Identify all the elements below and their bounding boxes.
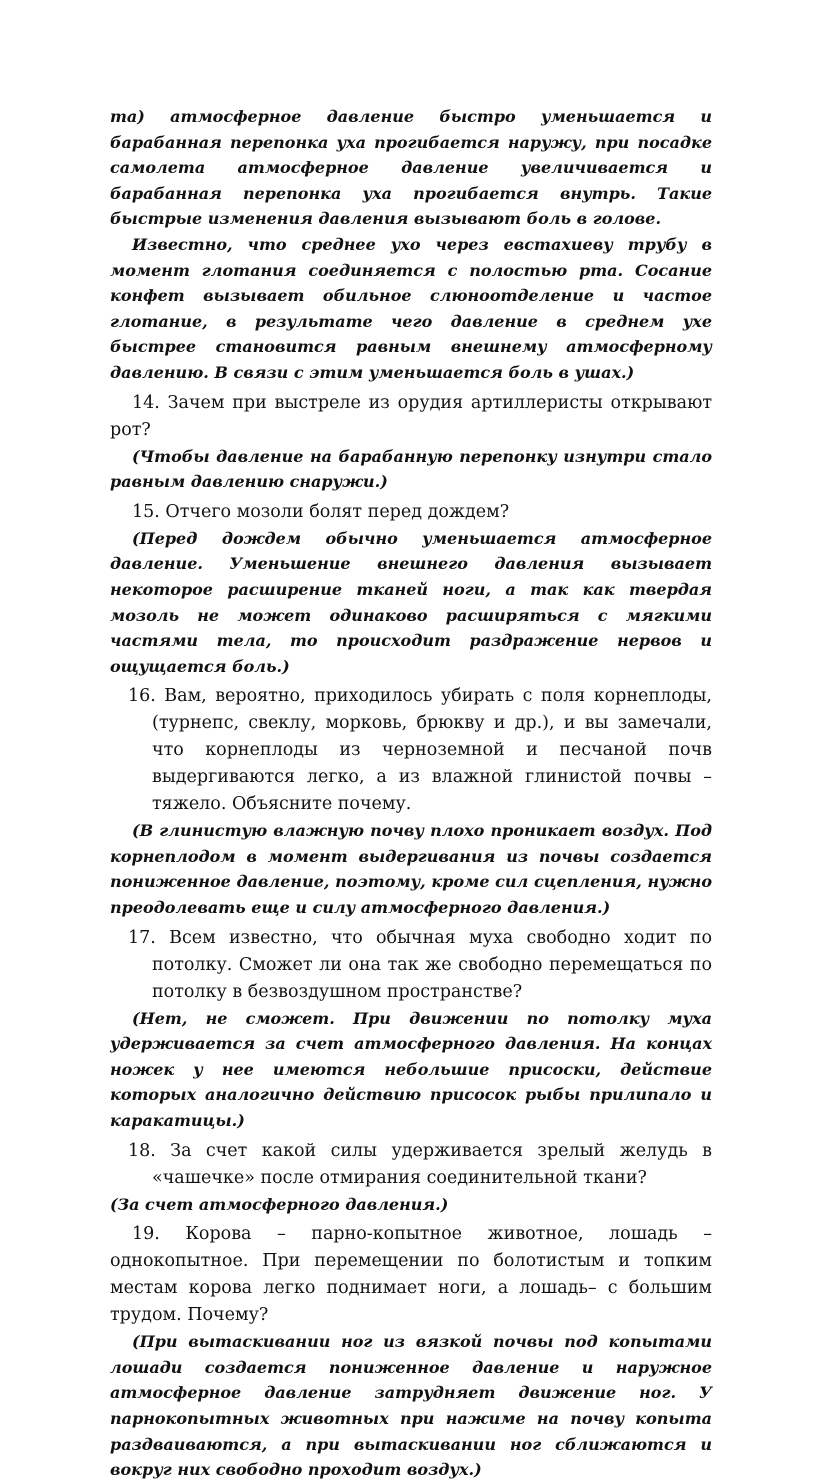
answer-13-continuation: та) атмосферное давление быстро уменьшается и барабанная перепонка уха прогибается наружу, при посадке самолета атмосферное давление увеличивается и барабанная перепонка уха прогибается внутрь. Такие быстрые изменения давления вызывают боль в голове. bbox=[110, 107, 712, 229]
question-17: 17. Всем известно, что обычная муха свободно ходит по потолку. Сможет ли она так же свободно перемещаться по потолку в безвоздушном пространстве? bbox=[128, 927, 712, 1002]
answer-18: (За счет атмосферного давления.) bbox=[110, 1194, 449, 1214]
answer-17: (Нет, не сможет. При движении по потолку муха удерживается за счет атмосферного давления. На концах ножек у нее имеются небольшие присоски, действие которых аналогично действию присосок рыбы прилипало и каракатицы.) bbox=[110, 1008, 712, 1131]
page-content bbox=[110, 104, 712, 1483]
answer-15: (Перед дождем обычно уменьшается атмосферное давление. Уменьшение внешнего давления вызывает некоторое расширение тканей ноги, а так как твердая мозоль не может одинаково расширяться с мягкими частями тела, то происходит раздражение нервов и ощущается боль.) bbox=[110, 528, 712, 676]
question-15: 15. Отчего мозоли болят перед дождем? bbox=[132, 501, 510, 522]
answer-14: (Чтобы давление на барабанную перепонку изнутри стало равным давлению снаружи.) bbox=[110, 446, 712, 492]
question-18: 18. За счет какой силы удерживается зрелый желудь в «чашечке» после отмирания соединительной ткани? bbox=[128, 1140, 712, 1188]
answer-16: (В глинистую влажную почву плохо проникает воздух. Под корнеплодом в момент выдергивания из почвы создается пониженное давление, поэтому, кроме сил сцепления, нужно преодолевать еще и силу атмосферного давления.) bbox=[110, 821, 712, 918]
answer-13-paragraph: Известно, что среднее ухо через евстахиеву трубу в момент глотания соединяется с полостью рта. Сосание конфет вызывает обильное слюноотделение и частое глотание, в результате чего давление в среднем ухе быстрее становится равным внешнему атмосферному давлению. В связи с этим уменьшается боль в ушах.) bbox=[110, 234, 712, 382]
question-14: 14. Зачем при выстреле из орудия артиллеристы открывают рот? bbox=[110, 392, 712, 440]
question-19: 19. Корова – парно-копытное животное, лошадь – однокопытное. При перемещении по болотистым и топким местам корова легко поднимает ноги, а лошадь– с большим трудом. Почему? bbox=[110, 1224, 712, 1326]
question-16: 16. Вам, вероятно, приходилось убирать с поля корнеплоды, (турнепс, свеклу, морковь, брюкву и др.), и вы замечали, что корнеплоды из черноземной и песчаной почв выдергиваются легко, а из влажной глинистой почвы – тяжело. Объясните почему. bbox=[128, 686, 712, 815]
answer-19: (При вытаскивании ног из вязкой почвы под копытами лошади создается пониженное давление и наружное атмосферное давление затрудняет движение ног. У парнокопытных животных при нажиме на почву копыта раздваиваются, а при вытаскивании ног сближаются и вокруг них свободно проходит воздух.) bbox=[110, 1332, 712, 1480]
